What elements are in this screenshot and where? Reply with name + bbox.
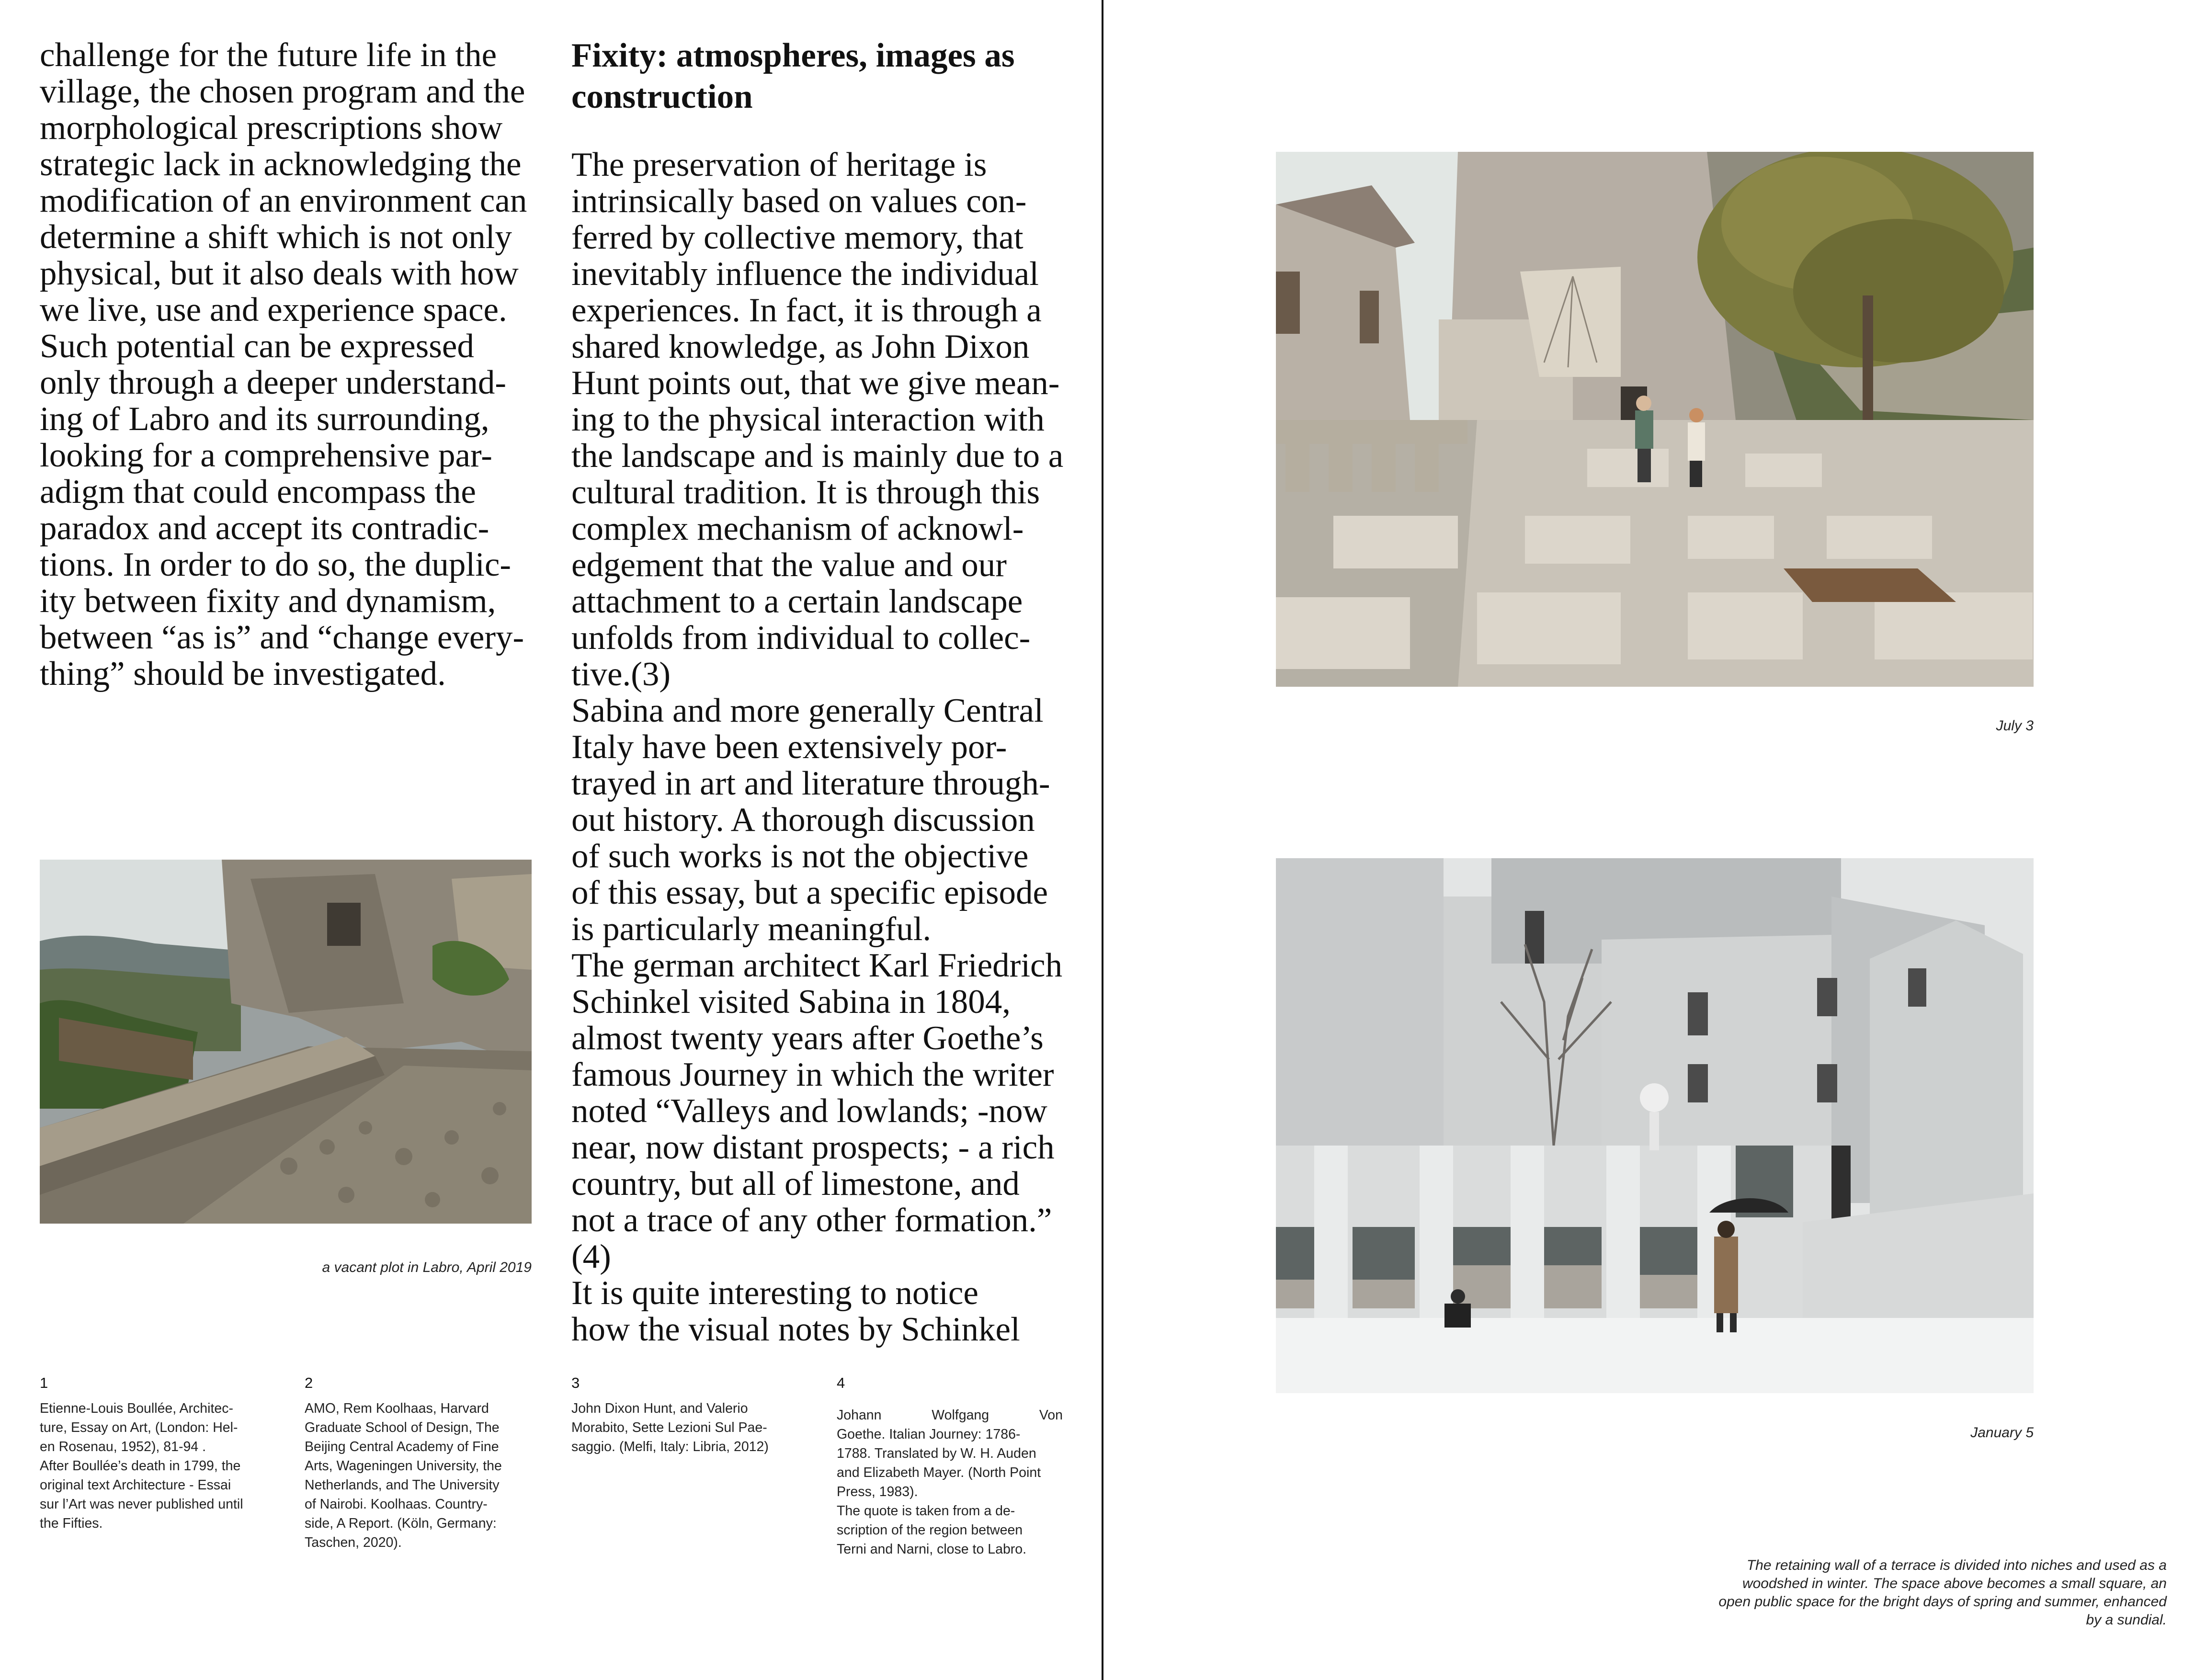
body-line: experiences. In fact, it is through a	[571, 292, 1042, 329]
vacant-plot-caption: a vacant plot in Labro, April 2019	[322, 1260, 532, 1275]
body-line: the landscape and is mainly due to a	[571, 437, 1064, 475]
body-line: famous Journey in which the writer	[571, 1056, 1054, 1093]
body-line: Hunt points out, that we give mean-	[571, 364, 1060, 402]
body-line: strategic lack in acknowledging the	[40, 146, 522, 183]
body-line: attachment to a certain landscape	[571, 583, 1023, 620]
column-2-text	[571, 147, 1063, 1348]
body-line: determine a shift which is not only	[40, 218, 512, 256]
image-description	[1533, 1556, 2167, 1629]
body-line: of this essay, but a specific episode	[571, 874, 1048, 911]
footnote-line: After Boullée’s death in 1799, the	[40, 1458, 241, 1474]
body-line: (4)	[571, 1238, 611, 1275]
page-divider	[1102, 0, 1103, 1680]
description-line: open public space for the bright days of spring and summer, enhanced	[1718, 1594, 2167, 1610]
footnote-2-number: 2	[305, 1374, 313, 1391]
body-line: adigm that could encompass the	[40, 473, 476, 511]
footnote-line: Terni and Narni, close to Labro.	[837, 1542, 1027, 1557]
footnote-3-number: 3	[571, 1374, 580, 1391]
body-line: village, the chosen program and the	[40, 73, 525, 110]
footnote-2	[305, 1399, 558, 1552]
vacant-plot-photo	[40, 860, 532, 1224]
footnote-line: Goethe. Italian Journey: 1786-	[837, 1427, 1021, 1442]
body-line: challenge for the future life in the	[40, 36, 497, 74]
body-line: how the visual notes by Schinkel	[571, 1311, 1020, 1348]
body-line: ferred by collective memory, that	[571, 219, 1023, 256]
body-line: almost twenty years after Goethe’s	[571, 1020, 1044, 1057]
footnote-line: Etienne-Louis Boullée, Architec-	[40, 1401, 233, 1416]
footnote-line: John Dixon Hunt, and Valerio	[571, 1401, 748, 1416]
body-line: shared knowledge, as John Dixon	[571, 328, 1030, 365]
footnote-line: original text Architecture - Essai	[40, 1477, 231, 1493]
footnote-line: 1788. Translated by W. H. Auden	[837, 1446, 1036, 1461]
body-line: complex mechanism of acknowl-	[571, 510, 1024, 547]
body-line: cultural tradition. It is through this	[571, 474, 1040, 511]
body-line: tive.(3)	[571, 656, 671, 693]
section-heading	[571, 35, 1015, 117]
footnote-4-first-line: Johann Wolfgang Von	[837, 1408, 1063, 1423]
footnote-line: Press, 1983).	[837, 1484, 918, 1499]
body-line: It is quite interesting to notice	[571, 1274, 978, 1312]
footnote-line: Taschen, 2020).	[305, 1535, 402, 1550]
winter-caption: January 5	[1970, 1425, 2034, 1441]
footnote-1	[40, 1399, 294, 1533]
footnote-line: Beijing Central Academy of Fine	[305, 1439, 499, 1454]
body-line: out history. A thorough discussion	[571, 801, 1035, 839]
footnote-4-lines	[837, 1425, 1063, 1559]
column-1-text	[40, 37, 527, 692]
body-line: Sabina and more generally Central	[571, 692, 1044, 729]
body-line: is particularly meaningful.	[571, 910, 932, 948]
footnote-line: ture, Essay on Art, (London: Hel-	[40, 1420, 238, 1435]
body-line: paradox and accept its contradic-	[40, 510, 489, 547]
footnote-line: of Nairobi. Koolhaas. Country-	[305, 1497, 488, 1512]
footnote-4-number: 4	[837, 1374, 845, 1391]
summer-caption: July 3	[1996, 718, 2034, 734]
body-line: Italy have been extensively por-	[571, 728, 1007, 766]
body-line: tions. In order to do so, the duplic-	[40, 546, 511, 583]
description-line: by a sundial.	[2086, 1612, 2167, 1628]
footnote-line: saggio. (Melfi, Italy: Libria, 2012)	[571, 1439, 769, 1454]
body-line: inevitably influence the individual	[571, 255, 1039, 293]
body-line: The german architect Karl Friedrich	[571, 947, 1063, 984]
footnote-line: Netherlands, and The University	[305, 1477, 500, 1493]
description-line: The retaining wall of a terrace is divided into niches and used as a	[1746, 1557, 2167, 1573]
body-line: ity between fixity and dynamism,	[40, 582, 496, 620]
footnote-line: en Rosenau, 1952), 81-94 .	[40, 1439, 206, 1454]
winter-woodshed-render	[1276, 858, 2034, 1393]
body-line: morphological prescriptions show	[40, 109, 503, 147]
body-line: we live, use and experience space.	[40, 291, 507, 329]
body-line: Such potential can be expressed	[40, 328, 474, 365]
footnote-line: Arts, Wageningen University, the	[305, 1458, 502, 1474]
footnote-line: AMO, Rem Koolhaas, Harvard	[305, 1401, 489, 1416]
body-line: unfolds from individual to collec-	[571, 619, 1031, 657]
body-line: The preservation of heritage is	[571, 146, 987, 183]
description-line: woodshed in winter. The space above becomes a small square, an	[1742, 1576, 2167, 1591]
body-line: ing to the physical interaction with	[571, 401, 1045, 438]
body-line: Schinkel visited Sabina in 1804,	[571, 983, 1011, 1021]
body-line: thing” should be investigated.	[40, 655, 446, 692]
body-line: not a trace of any other formation.”	[571, 1202, 1052, 1239]
body-line: ing of Labro and its surrounding,	[40, 400, 489, 438]
body-line: edgement that the value and our	[571, 546, 1007, 584]
footnote-line: scription of the region between	[837, 1522, 1023, 1538]
body-line: only through a deeper understand-	[40, 364, 506, 401]
footnote-line: the Fifties.	[40, 1516, 103, 1531]
footnote-line: sur l’Art was never published until	[40, 1497, 243, 1512]
footnote-4	[837, 1406, 1063, 1559]
heading-line: Fixity: atmospheres, images as	[571, 37, 1015, 74]
heading-line: construction	[571, 78, 753, 115]
body-line: noted “Valleys and lowlands; -now	[571, 1092, 1047, 1130]
body-line: intrinsically based on values con-	[571, 182, 1027, 220]
footnote-line: Morabito, Sette Lezioni Sul Pae-	[571, 1420, 767, 1435]
footnote-line: side, A Report. (Köln, Germany:	[305, 1516, 497, 1531]
body-line: of such works is not the objective	[571, 838, 1029, 875]
summer-square-render	[1276, 152, 2034, 687]
body-line: physical, but it also deals with how	[40, 255, 519, 292]
footnote-line: The quote is taken from a de-	[837, 1503, 1015, 1519]
body-line: modification of an environment can	[40, 182, 527, 219]
footnote-line: Graduate School of Design, The	[305, 1420, 500, 1435]
body-line: trayed in art and literature through-	[571, 765, 1050, 802]
body-line: looking for a comprehensive par-	[40, 437, 492, 474]
footnote-3	[571, 1399, 801, 1456]
body-line: country, but all of limestone, and	[571, 1165, 1020, 1203]
footnote-line: and Elizabeth Mayer. (North Point	[837, 1465, 1041, 1480]
body-line: near, now distant prospects; - a rich	[571, 1129, 1055, 1166]
body-line: between “as is” and “change every-	[40, 619, 524, 656]
footnote-1-number: 1	[40, 1374, 48, 1391]
